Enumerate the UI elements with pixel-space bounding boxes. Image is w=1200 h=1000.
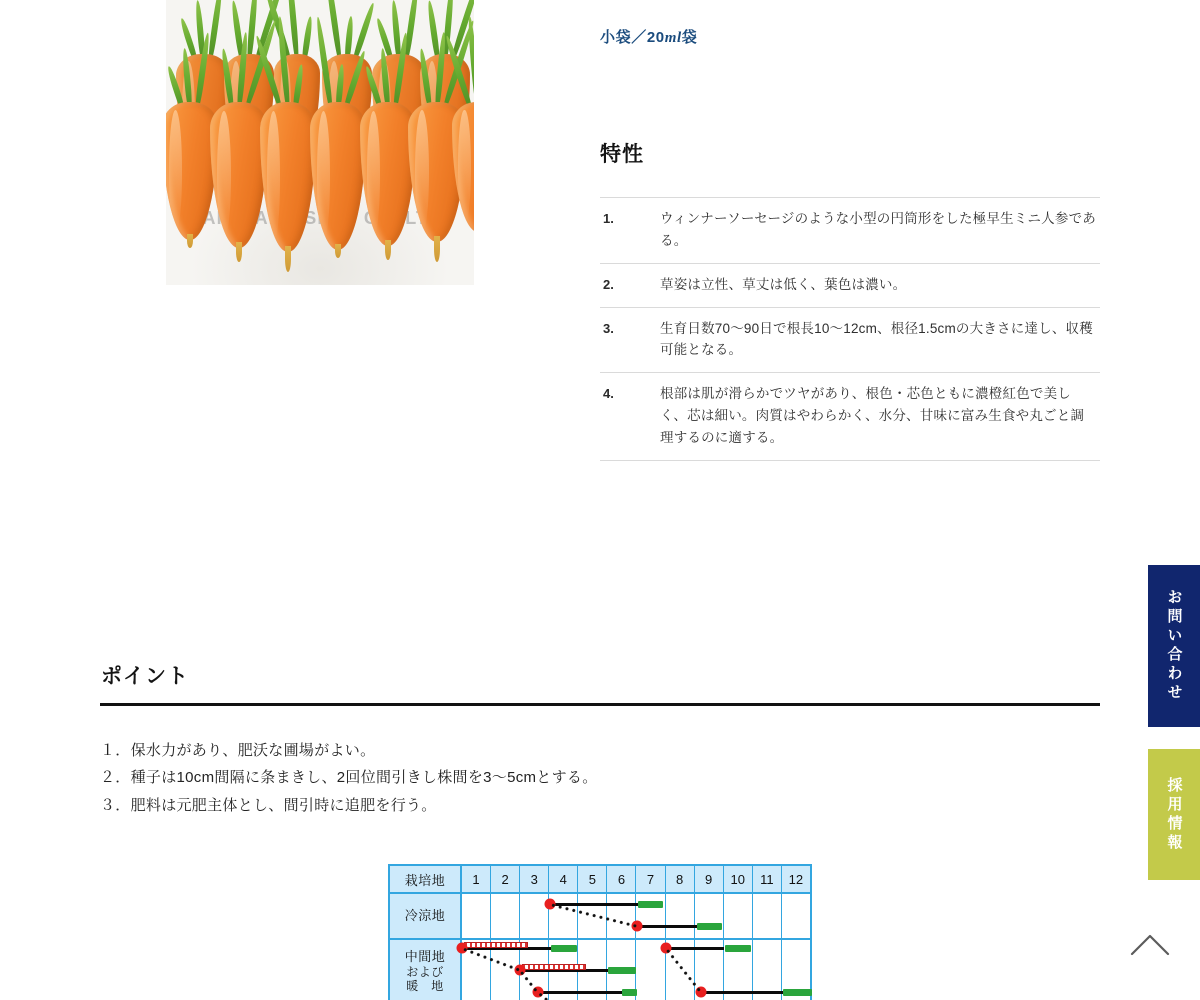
calendar-cell-month-10: 10 — [724, 866, 753, 892]
calendar-cell-month-6 — [607, 940, 636, 1000]
calendar-cell-month-10 — [724, 940, 753, 1000]
side-tab-recruit[interactable]: 採用情報 — [1148, 749, 1200, 880]
calendar-row-label-mid — [390, 940, 462, 1000]
calendar-cell-month-9 — [695, 894, 724, 938]
characteristics-row — [600, 373, 1100, 461]
characteristics-row-text: 根部は肌が滑らかでツヤがあり、根色・芯色ともに濃橙紅色で美しく、芯は細い。肉質はやわらかく、水分、甘味に富み生食や丸ごと調理するのに適する。 — [660, 386, 1085, 446]
calendar-cell-month-3 — [520, 940, 549, 1000]
carrot-tip — [187, 234, 193, 248]
characteristics-row-number: 1. — [603, 211, 614, 226]
point-list-item: ２．種子は10cm間隔に条まきし、2回位間引きし株間を3〜5cmとする。 — [100, 769, 598, 787]
characteristics-table — [600, 197, 1100, 461]
calendar-cell-month-3: 3 — [520, 866, 549, 892]
packet-suffix: 袋 — [681, 29, 698, 46]
packet-prefix: 小袋／ — [600, 29, 647, 46]
characteristics-row — [600, 264, 1100, 308]
calendar-cell-month-9 — [695, 940, 724, 1000]
calendar-cell-month-2: 2 — [491, 866, 520, 892]
calendar-cell-month-8: 8 — [666, 866, 695, 892]
calendar-row-mid-cells — [462, 940, 810, 1000]
calendar-cell-month-7 — [636, 940, 665, 1000]
calendar-header-label: 栽培地 — [390, 866, 462, 892]
calendar-cell-month-4 — [549, 940, 578, 1000]
characteristics-row-text: 生育日数70〜90日で根長10〜12cm、根径1.5cmの大きさに達し、収穫可能となる。 — [660, 320, 1093, 358]
calendar-cell-month-8 — [666, 940, 695, 1000]
point-heading: ポイント — [101, 665, 189, 688]
packet-unit: ml — [664, 30, 682, 46]
carrot-tip — [236, 242, 242, 262]
calendar-cell-month-5: 5 — [578, 866, 607, 892]
characteristics-row-number: 2. — [603, 276, 614, 292]
carrot-tip — [285, 246, 291, 272]
calendar-cell-month-11: 11 — [753, 866, 782, 892]
calendar-cell-month-6: 6 — [607, 866, 636, 892]
product-photo — [166, 0, 474, 285]
calendar-cell-month-9: 9 — [695, 866, 724, 892]
packet-size-label — [600, 26, 697, 47]
calendar-cell-month-2 — [491, 940, 520, 1000]
chevron-up-icon — [1128, 928, 1172, 962]
calendar-cell-month-4: 4 — [549, 866, 578, 892]
point-list-item: ３．肥料は元肥主体とし、間引時に追肥を行う。 — [100, 796, 437, 814]
carrot-tip — [434, 236, 440, 262]
calendar-cell-month-1: 1 — [462, 866, 491, 892]
calendar-row-label-mid-line2: および — [406, 964, 444, 979]
calendar-cell-month-10 — [724, 894, 753, 938]
calendar-row-cool-region — [390, 892, 810, 938]
packet-amount: 20 — [646, 29, 665, 46]
calendar-cell-month-2 — [491, 894, 520, 938]
cultivation-calendar — [388, 864, 812, 1000]
calendar-month-headers — [462, 866, 810, 892]
point-heading-rule — [100, 703, 1100, 706]
calendar-row-label-cool-line1: 冷涼地 — [404, 908, 446, 924]
calendar-cell-month-1 — [462, 940, 491, 1000]
point-list-item: １．保水力があり、肥沃な圃場がよい。 — [100, 742, 376, 759]
characteristics-row-text: ウィンナーソーセージのような小型の円筒形をした極早生ミニ人参である。 — [660, 211, 1096, 248]
characteristics-row — [600, 308, 1100, 374]
calendar-cell-month-7: 7 — [636, 866, 665, 892]
characteristics-row-number: 4. — [603, 386, 614, 402]
characteristics-row-text: 草姿は立性、草丈は低く、葉色は濃い。 — [660, 276, 907, 292]
calendar-cell-month-8 — [666, 894, 695, 938]
calendar-row-cool-cells — [462, 894, 810, 938]
side-tab-contact[interactable]: お問い合わせ — [1148, 565, 1200, 727]
calendar-cell-month-12: 12 — [788, 871, 804, 887]
calendar-row-mid-warm-region — [390, 938, 810, 1000]
calendar-cell-month-7 — [636, 894, 665, 938]
calendar-cell-month-5 — [578, 940, 607, 1000]
calendar-cell-month-11 — [753, 940, 782, 1000]
calendar-row-label-mid-line1: 中間地 — [404, 949, 446, 965]
characteristics-heading: 特性 — [600, 143, 644, 166]
calendar-cell-month-4 — [549, 894, 578, 938]
carrot-tip — [335, 244, 341, 258]
characteristics-row-number: 3. — [603, 320, 614, 336]
calendar-header-row — [390, 866, 810, 892]
calendar-cell-month-3 — [520, 894, 549, 938]
calendar-row-label-cool — [390, 894, 462, 938]
carrot-tip — [385, 240, 391, 260]
calendar-cell-month-12 — [782, 894, 810, 938]
calendar-cell-month-6 — [607, 894, 636, 938]
calendar-cell-month-1 — [462, 894, 491, 938]
calendar-cell-month-11 — [753, 894, 782, 938]
characteristics-row — [600, 198, 1100, 264]
calendar-cell-month-12 — [782, 940, 810, 1000]
point-list — [100, 737, 1100, 819]
calendar-row-label-mid-line3: 暖 地 — [406, 978, 444, 993]
calendar-cell-month-5 — [578, 894, 607, 938]
scroll-to-top-button[interactable] — [1128, 928, 1172, 962]
